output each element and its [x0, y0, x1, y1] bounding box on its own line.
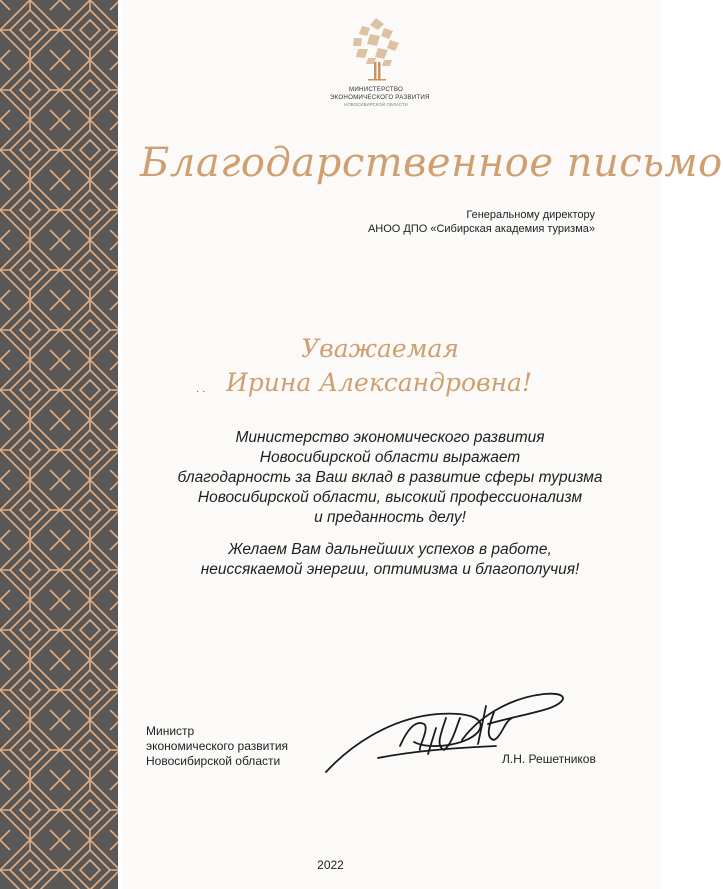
- wish-line: Желаем Вам дальнейших успехов в работе,: [228, 541, 552, 558]
- greeting-line-2: Ирина Александровна!: [225, 368, 533, 397]
- logo-line-1: МИНИСТЕРСТВО: [349, 86, 403, 93]
- addressee-line-1: Генеральному директору: [466, 209, 595, 221]
- logo-line-3: НОВОСИБИРСКОЙ ОБЛАСТИ: [344, 102, 408, 107]
- handwritten-signature: [318, 688, 574, 780]
- year: 2022: [317, 858, 344, 872]
- ministry-logo: [330, 16, 430, 126]
- greeting-line-1: Уважаемая: [301, 334, 459, 363]
- signatory-title: [146, 724, 288, 769]
- letter-wish: [140, 540, 640, 580]
- signatory-name: Л.Н. Решетников: [502, 752, 596, 766]
- wish-line: неиссякаемой энергии, оптимизма и благополучия!: [200, 561, 580, 578]
- addressee-block: [368, 208, 595, 236]
- letter-body: [140, 428, 640, 528]
- logo-line-2: ЭКОНОМИЧЕСКОГО РАЗВИТИЯ: [330, 94, 430, 101]
- scan-marks: · ·: [196, 386, 206, 397]
- addressee-line-2: АНОО ДПО «Сибирская академия туризма»: [367, 223, 595, 235]
- signatory-title-line: Новосибирской области: [146, 754, 281, 768]
- body-line: благодарность за Ваш вклад в развитие сферы туризма: [177, 469, 603, 486]
- decorative-pattern-border: [0, 0, 122, 889]
- signatory-title-line: Министр: [146, 724, 195, 738]
- body-line: Министерство экономического развития: [235, 429, 545, 446]
- body-line: Новосибирской области выражает: [259, 449, 521, 466]
- letter-title: Благодарственное письмо: [140, 140, 723, 186]
- body-line: Новосибирской области, высокий профессионализм: [197, 489, 583, 506]
- signatory-title-line: экономического развития: [146, 739, 289, 753]
- body-line: и преданность делу!: [314, 509, 466, 526]
- tree-icon: [348, 16, 404, 82]
